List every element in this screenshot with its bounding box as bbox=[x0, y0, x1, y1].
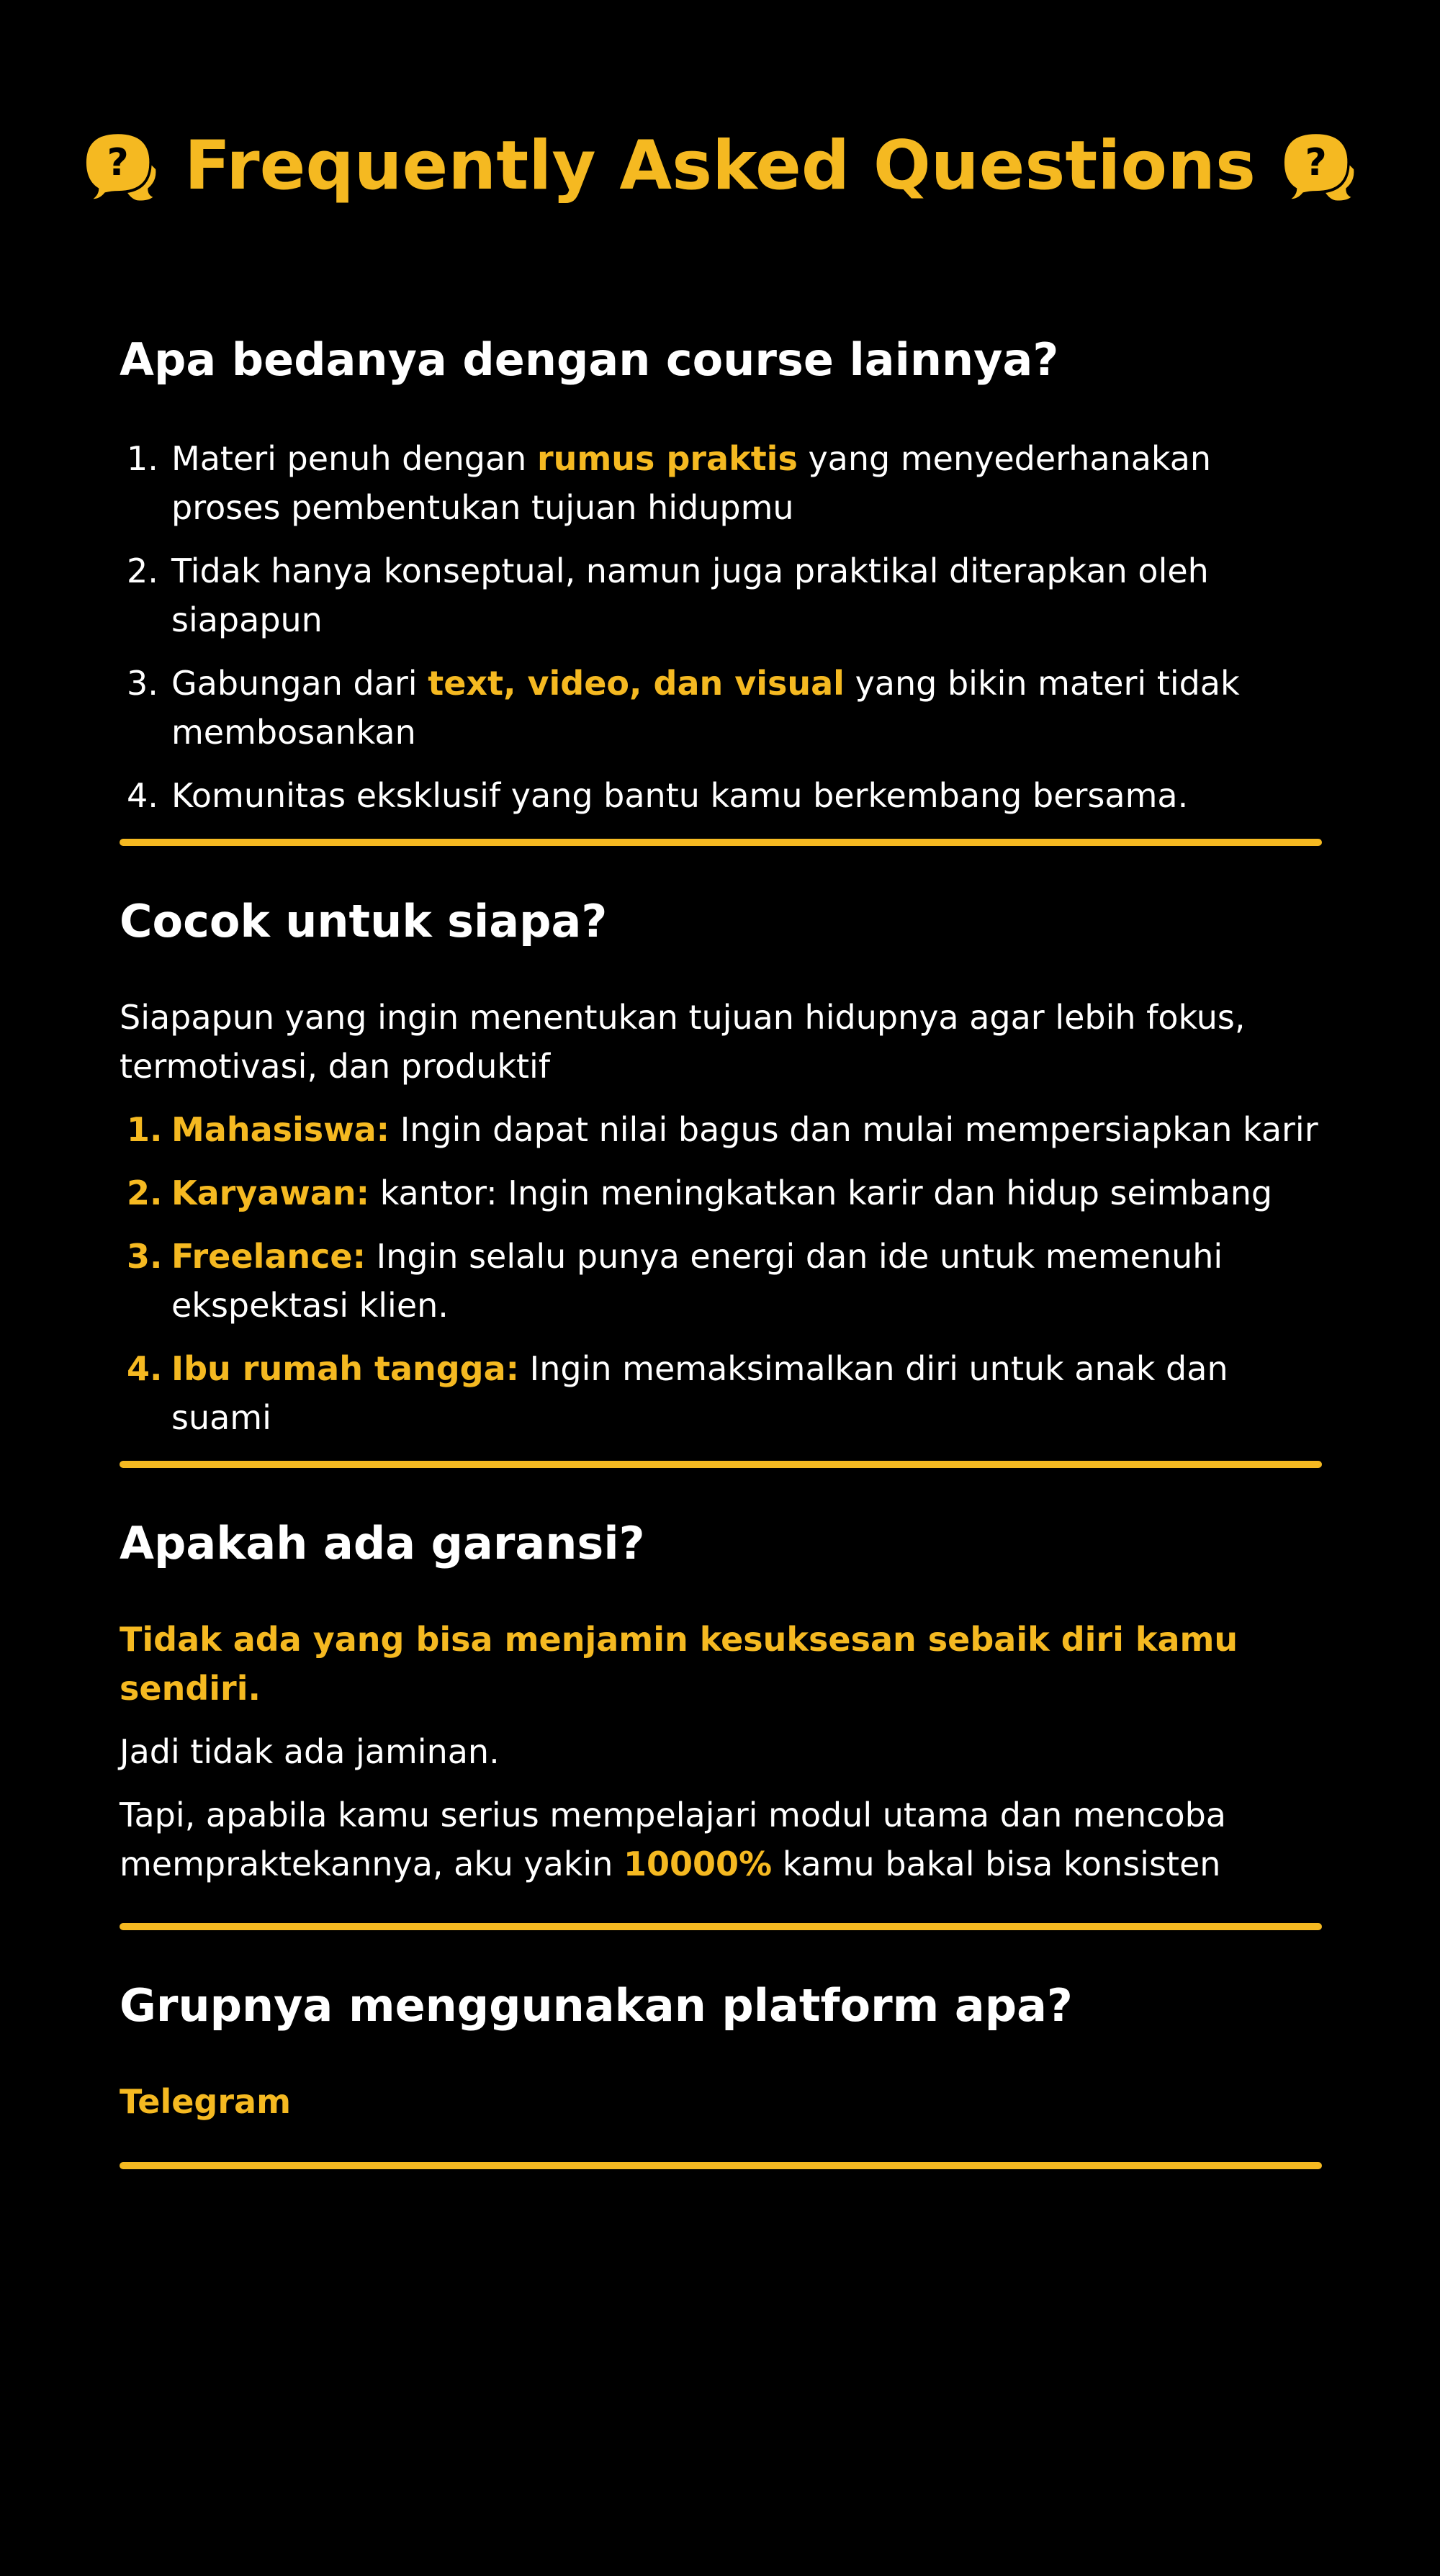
list-number: 2. bbox=[127, 1174, 163, 1212]
faq-answer-text: Jadi tidak ada jaminan. bbox=[120, 1732, 500, 1771]
list-item bbox=[120, 1105, 1322, 1154]
faq-answer-text bbox=[120, 1791, 1322, 1888]
faq-question: Apakah ada garansi? bbox=[120, 1517, 645, 1570]
list-text: Ingin dapat nilai bagus dan mulai mempersiapkan karir bbox=[390, 1110, 1318, 1149]
faq-answer-highlight: Telegram bbox=[120, 2082, 292, 2121]
faq-title: Frequently Asked Questions bbox=[184, 126, 1256, 205]
divider bbox=[120, 1923, 1322, 1930]
list-text: kantor: Ingin meningkatkan karir dan hidup seimbang bbox=[369, 1174, 1273, 1212]
faq-question: Apa bedanya dengan course lainnya? bbox=[120, 333, 1059, 386]
svg-text:?: ? bbox=[107, 140, 129, 184]
list-item bbox=[120, 1232, 1322, 1330]
list-number: 1. bbox=[127, 439, 158, 478]
list-text: Komunitas eksklusif yang bantu kamu berkembang bersama. bbox=[171, 776, 1189, 815]
highlight-text: text, video, dan visual bbox=[428, 664, 845, 703]
list-label: Ibu rumah tangga: bbox=[171, 1349, 520, 1388]
list-item bbox=[120, 1168, 1322, 1217]
list-text: yang menyederhanakan proses pembentukan tujuan hidupmu bbox=[171, 439, 1212, 527]
highlight-text: 10000% bbox=[623, 1845, 773, 1883]
list-text: Gabungan dari bbox=[171, 664, 428, 703]
answer-text: Tapi, apabila kamu serius mempelajari modul utama dan mencoba mempraktekannya, aku yakin bbox=[120, 1796, 1226, 1883]
list-label: Freelance: bbox=[171, 1237, 366, 1276]
list-item bbox=[120, 434, 1322, 532]
faq-answer-list bbox=[120, 434, 1322, 820]
list-text: Tidak hanya konseptual, namun juga praktikal diterapkan oleh siapapun bbox=[171, 551, 1209, 639]
list-number: 2. bbox=[127, 551, 158, 590]
question-chat-bubble-icon bbox=[1280, 127, 1358, 204]
faq-item bbox=[120, 889, 1322, 1468]
svg-text:?: ? bbox=[1305, 140, 1327, 184]
list-text: Ingin memaksimalkan diri untuk anak dan suami bbox=[171, 1349, 1228, 1437]
page-title bbox=[0, 115, 1440, 216]
faq-answer-list bbox=[120, 1105, 1322, 1442]
answer-text: kamu bakal bisa konsisten bbox=[772, 1845, 1221, 1883]
question-chat-bubble-icon bbox=[82, 127, 160, 204]
list-text: Ingin selalu punya energi dan ide untuk memenuhi ekspektasi klien. bbox=[171, 1237, 1223, 1325]
list-number: 4. bbox=[127, 1349, 163, 1388]
faq-answer-highlight: Tidak ada yang bisa menjamin kesuksesan sebaik diri kamu sendiri. bbox=[120, 1620, 1238, 1708]
divider bbox=[120, 839, 1322, 846]
faq-item bbox=[120, 328, 1322, 846]
list-text: yang bikin materi tidak membosankan bbox=[171, 664, 1240, 752]
faq-list bbox=[120, 328, 1322, 2169]
highlight-text: rumus praktis bbox=[536, 439, 798, 478]
faq-question: Grupnya menggunakan platform apa? bbox=[120, 1979, 1073, 2032]
list-label: Mahasiswa: bbox=[171, 1110, 390, 1149]
list-number: 3. bbox=[127, 1237, 163, 1276]
faq-item bbox=[120, 1973, 1322, 2169]
list-item bbox=[120, 1344, 1322, 1442]
list-item bbox=[120, 546, 1322, 644]
list-item bbox=[120, 659, 1322, 757]
list-item bbox=[120, 771, 1322, 820]
faq-answer-intro: Siapapun yang ingin menentukan tujuan hidupnya agar lebih fokus, termotivasi, dan produktif bbox=[120, 998, 1246, 1086]
divider bbox=[120, 2162, 1322, 2169]
list-text: Materi penuh dengan bbox=[171, 439, 537, 478]
list-label: Karyawan: bbox=[171, 1174, 370, 1212]
faq-item bbox=[120, 1511, 1322, 1930]
faq-question: Cocok untuk siapa? bbox=[120, 895, 608, 947]
list-number: 1. bbox=[127, 1110, 163, 1149]
list-number: 4. bbox=[127, 776, 158, 815]
divider bbox=[120, 1461, 1322, 1468]
list-number: 3. bbox=[127, 664, 158, 703]
